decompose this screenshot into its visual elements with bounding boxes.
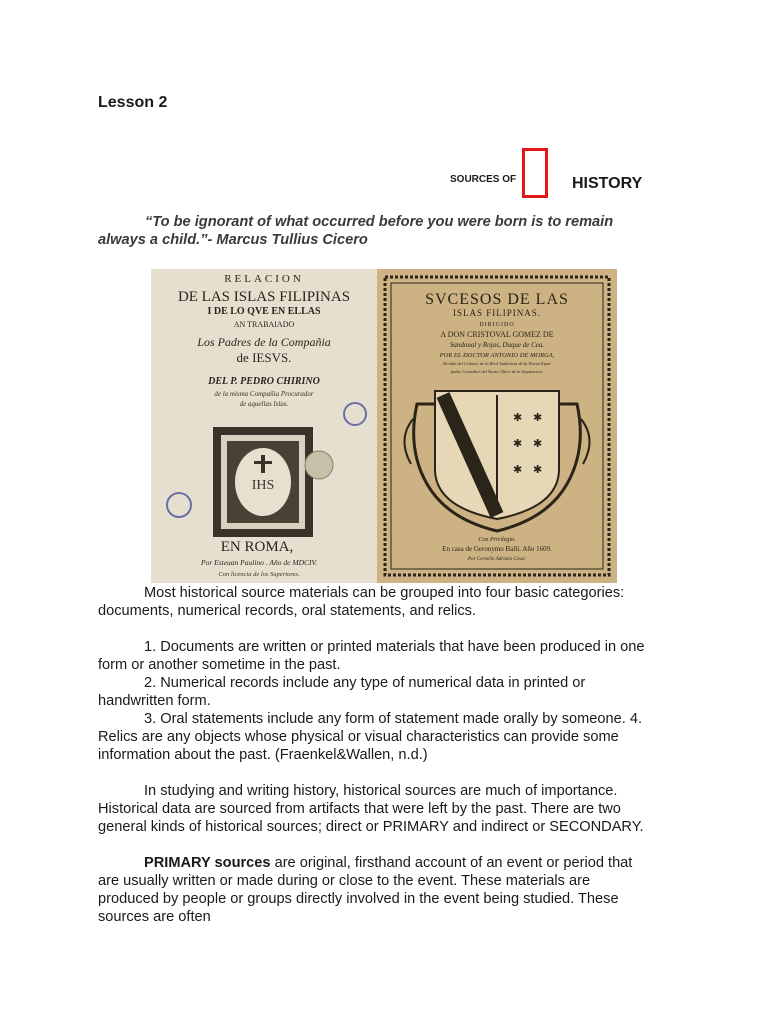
sucesos-title-page (377, 269, 617, 583)
suc-line9: Con Privilegio. (478, 537, 516, 543)
svg-text:✱: ✱ (513, 411, 523, 424)
rel-line7: DEL P. PEDRO CHIRINO (208, 376, 320, 387)
svg-text:✱: ✱ (533, 437, 543, 450)
rel-line1: RELACION (224, 273, 304, 285)
rel-line2: DE LAS ISLAS FILIPINAS (177, 289, 351, 305)
p2-line6: Relics are any objects whose physical or visual characteristics can provide some (98, 729, 619, 745)
p4-line2: are usually written or made during or close to the event. These materials are (98, 873, 591, 889)
p3-line3: general kinds of historical sources; direct or PRIMARY and indirect or SECONDARY. (98, 819, 644, 835)
rel-line8: de la misma Compañia Procurador (214, 390, 314, 398)
p1-line1: Most historical source materials can be grouped into four basic categories: (144, 585, 625, 601)
p2-line1: 1. Documents are written or printed materials that have been produced in one (144, 639, 645, 655)
categories-list (98, 638, 676, 764)
primary-sources-paragraph (98, 854, 676, 926)
rel-line6: de IESVS. (236, 350, 292, 365)
suc-line8: paña, Consultor del Santo Oficio de la Inquisicion. (450, 369, 544, 374)
rel-emblem-text: IHS (251, 478, 275, 493)
relacion-page-art (151, 269, 377, 583)
svg-text:✱: ✱ (533, 463, 543, 476)
suc-line2: ISLAS FILIPINAS. (452, 308, 542, 318)
history-title: HISTORY (572, 175, 643, 192)
rel-line12: Con licencia de los Superiores. (218, 571, 300, 578)
cicero-quote (98, 213, 698, 249)
suc-line5: Sandoual y Rojas, Duque de Cea. (449, 341, 545, 349)
sucesos-page-art (377, 269, 617, 583)
svg-text:✱: ✱ (513, 437, 523, 450)
svg-text:✱: ✱ (513, 463, 523, 476)
quote-line-1: “To be ignorant of what occurred before you were born is to remain (145, 214, 614, 230)
p1-line2: documents, numerical records, oral statements, and relics. (98, 603, 476, 619)
historical-title-pages-image (151, 269, 617, 583)
seal-stamp-icon (305, 451, 333, 479)
p2-line3: 2. Numerical records include any type of numerical data in printed or (144, 675, 586, 691)
rel-line10: EN ROMA, (220, 539, 294, 555)
lesson-heading: Lesson 2 (98, 94, 168, 111)
rel-line4: AN TRABAIADO (233, 320, 295, 329)
suc-line3: DIRIGIDO (479, 322, 515, 328)
suc-line7: Alcalde del Crimen, de la Real Audiencia de la Nueva Espa- (442, 361, 552, 366)
suc-line1: SVCESOS DE LAS (425, 291, 569, 308)
rel-line3: I DE LO QVE EN ELLAS (207, 306, 321, 317)
p2-line7: information about the past. (Fraenkel&Wallen, n.d.) (98, 747, 428, 763)
history-sources-paragraph (98, 782, 676, 836)
p4-line3: produced by people or groups directly involved in the event being studied. These (98, 891, 619, 907)
ihs-emblem-icon (213, 427, 313, 537)
quote-line-2: always a child.”- Marcus Tullius Cicero (98, 232, 368, 248)
rel-line5: Los Padres de la Compañia (197, 335, 331, 349)
p3-line2: Historical data are sourced from artifacts that were left by the past. There are two (98, 801, 621, 817)
suc-line11: Por Cornelio Adriano Cesar. (468, 557, 526, 562)
rel-line11: Por Esteuan Paulino . Año de MDCIV. (201, 558, 317, 567)
relacion-title-page (151, 269, 377, 583)
p3-line1: In studying and writing history, historical sources are much of importance. (144, 783, 618, 799)
p2-line2: form or another sometime in the past. (98, 657, 341, 673)
missing-glyph-box (522, 148, 548, 198)
suc-line4: A DON CRISTOVAL GOMEZ DE (440, 330, 554, 339)
p4-line1: PRIMARY sources are original, firsthand account of an event or period that (144, 855, 633, 871)
rel-line9: de aquellas Islas. (239, 400, 289, 408)
suc-line6: POR EL DOCTOR ANTONIO DE MORGA, (439, 352, 555, 359)
sources-of-label: SOURCES OF (450, 174, 517, 185)
suc-line10: En casa de Geronymo Balli. Año 1609. (442, 545, 552, 553)
intro-paragraph (98, 584, 676, 620)
p2-line5: 3. Oral statements include any form of statement made orally by someone. 4. (144, 711, 643, 727)
svg-text:✱: ✱ (533, 411, 543, 424)
p4-line4: sources are often (98, 909, 211, 925)
primary-sources-term: PRIMARY sources (144, 855, 271, 871)
p2-line4: handwritten form. (98, 693, 211, 709)
